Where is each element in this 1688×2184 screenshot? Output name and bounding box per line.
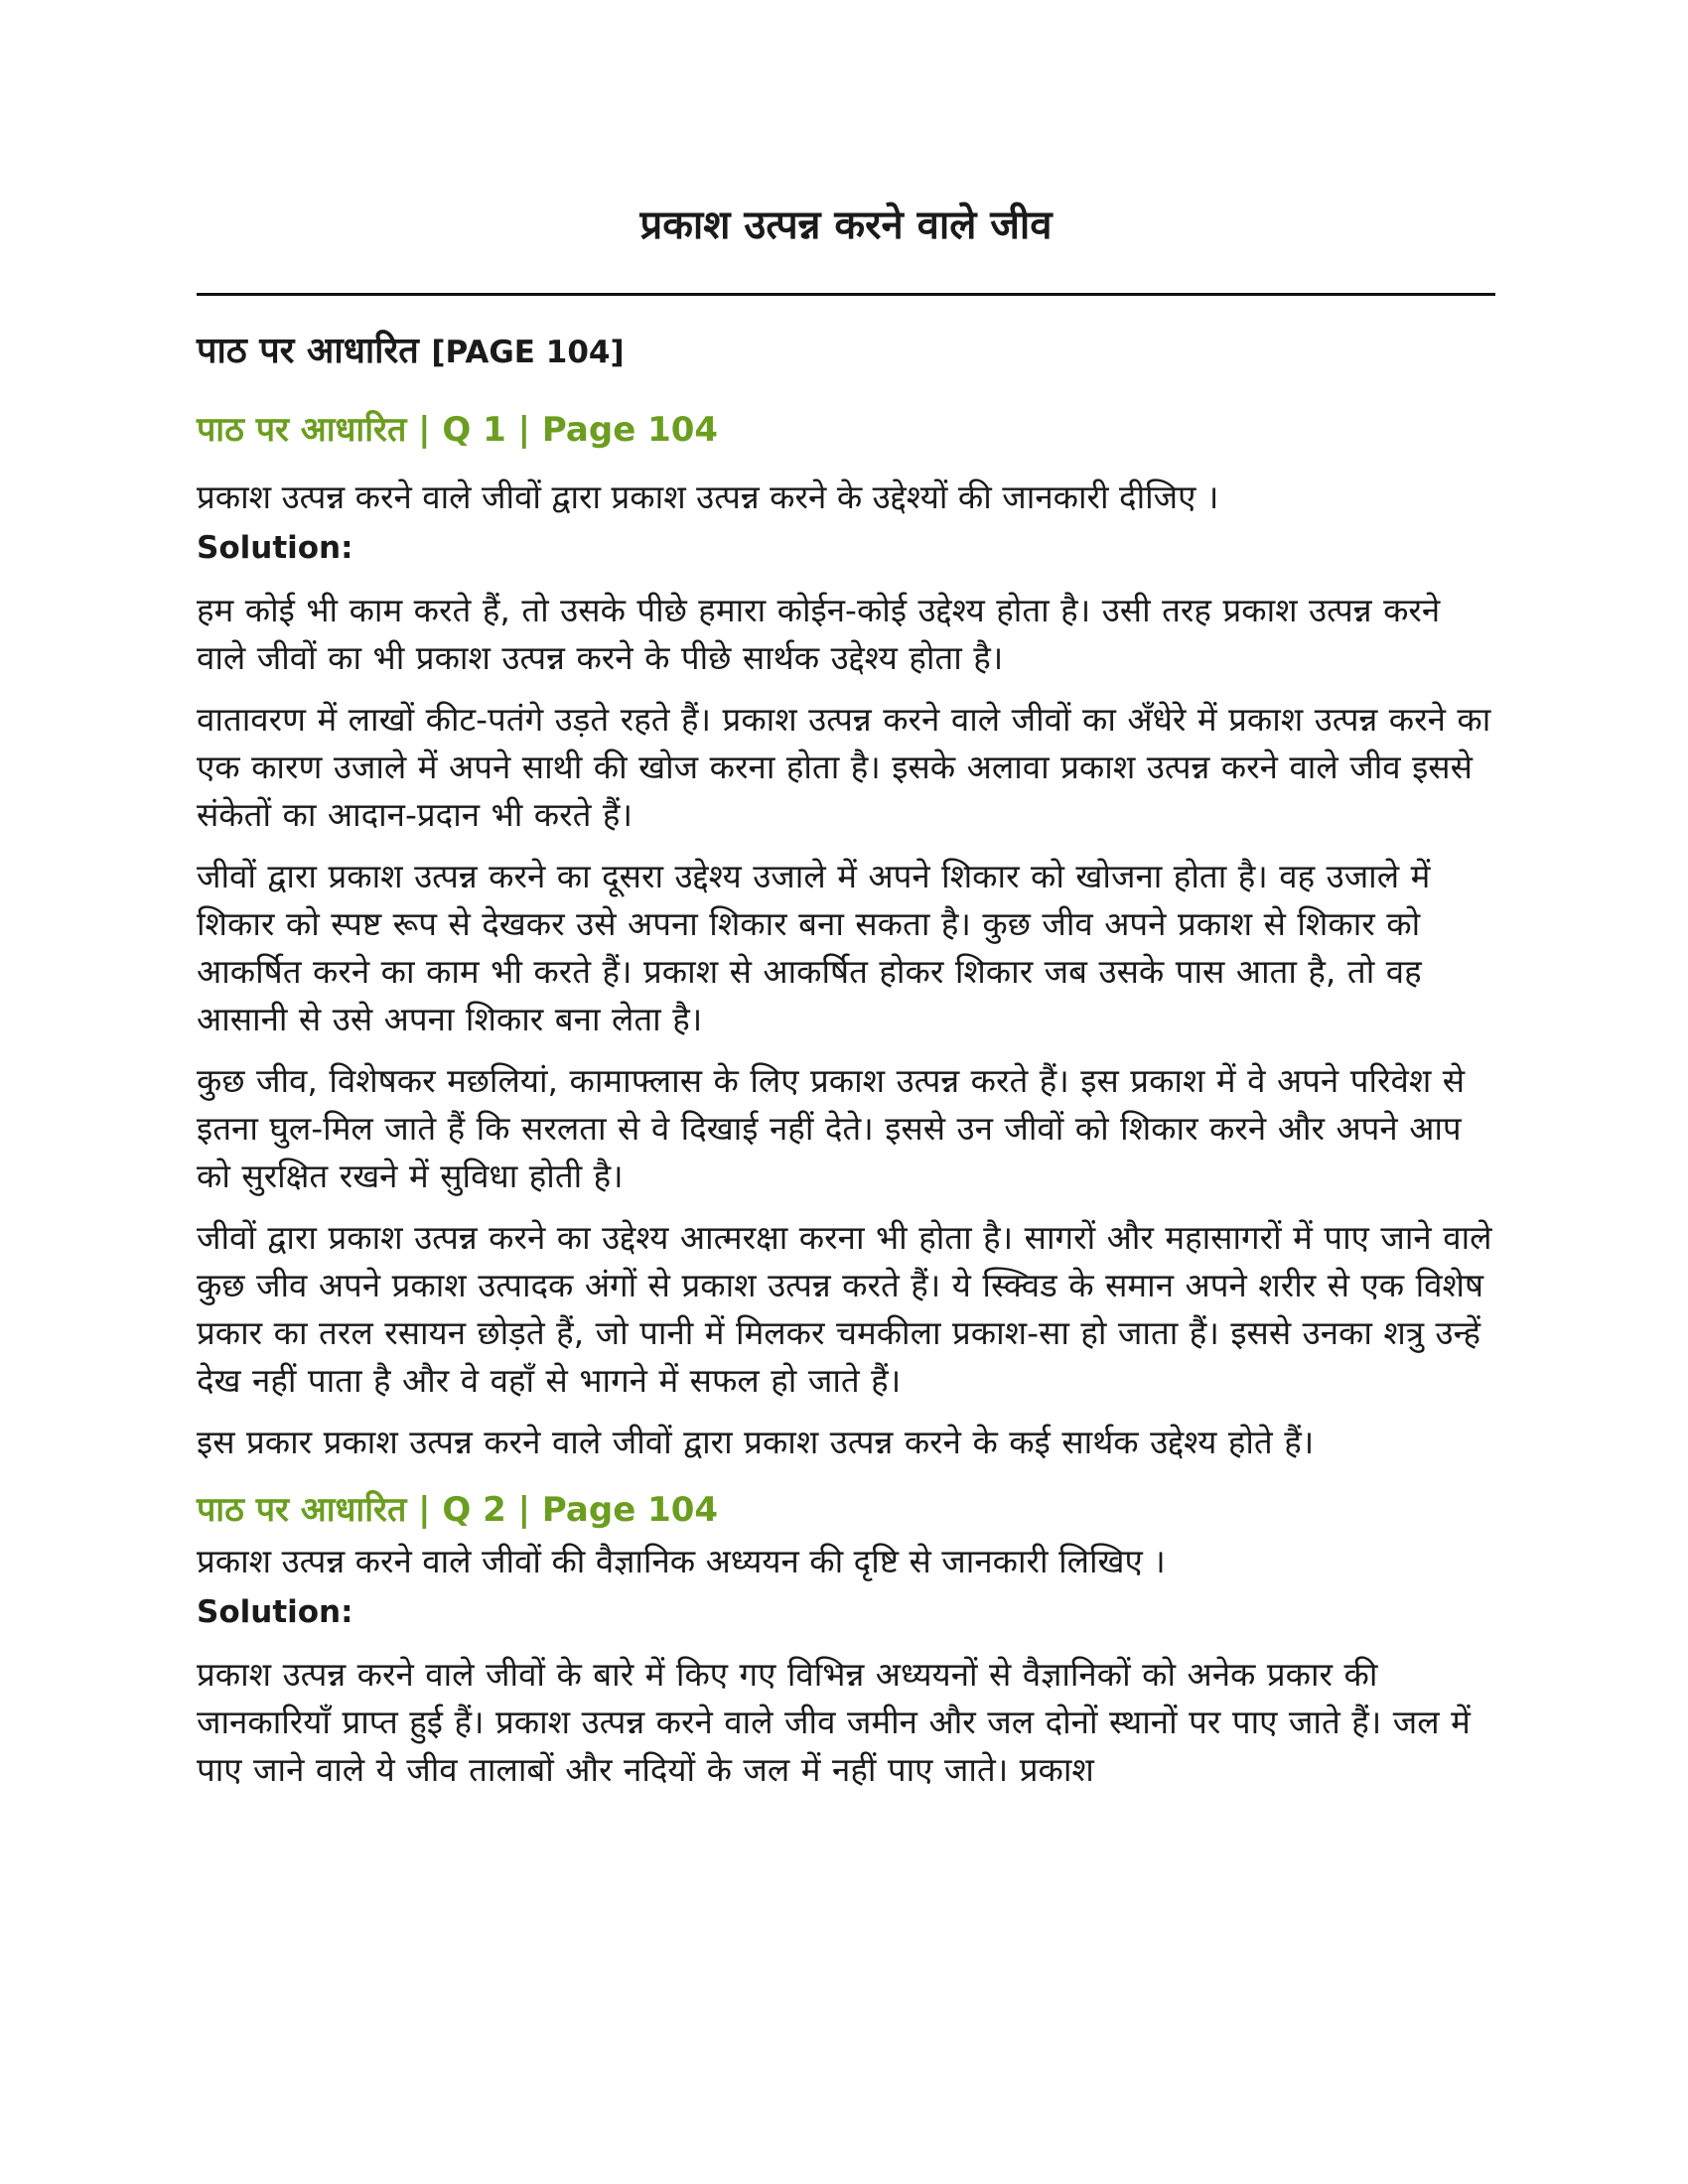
solution-label: Solution:	[197, 1594, 353, 1630]
section-heading-text: पाठ पर आधारित	[197, 331, 419, 371]
solution-paragraph: जीवों द्वारा प्रकाश उत्पन्न करने का उद्देश्य आत्मरक्षा करना भी होता है। सागरों और महासागरों में पाए जाने वाले कुछ जीव अपने प्रकाश उत्पादक अंगों से प्रकाश उत्पन्न करते हैं। ये स्क्विड के समान अपने शरीर से एक विशेष प्रकार का तरल रसायन छोड़ते हैं, जो पानी में मिलकर चमकीला प्रकाश-सा हो जाता हैं। इससे उनका शत्रु उन्हें देख नहीं पाता है और वे वहाँ से भागने में सफल हो जाते हैं।	[197, 1218, 1492, 1400]
section-page-tag: [PAGE 104]	[431, 335, 625, 370]
section-heading	[197, 322, 1495, 382]
document-page	[197, 194, 1495, 1794]
solution-paragraph: प्रकाश उत्पन्न करने वाले जीवों के बारे में किए गए विभिन्न अध्ययनों से वैज्ञानिकों को अनेक प्रकार की जानकारियाँ प्राप्त हुई हैं। प्रकाश उत्पन्न करने वाले जीव जमीन और जल दोनों स्थानों पर पाए जाते हैं। जल में पाए जाने वाले ये जीव तालाबों और नदियों के जल में नहीं पाए जाते। प्रकाश	[197, 1655, 1471, 1789]
question-block-1	[197, 402, 1495, 1466]
title-divider	[197, 293, 1495, 296]
page-title: प्रकाश उत्पन्न करने वाले जीव	[639, 203, 1053, 248]
solution-label: Solution:	[197, 530, 353, 566]
question-block-2	[197, 1482, 1495, 1794]
question-heading: पाठ पर आधारित | Q 1 | Page 104	[197, 410, 719, 450]
solution-paragraph: हम कोई भी काम करते हैं, तो उसके पीछे हमारा कोईन-कोई उद्देश्य होता है। उसी तरह प्रकाश उत्पन्न करने वाले जीवों का भी प्रकाश उत्पन्न करने के पीछे सार्थक उद्देश्य होता है।	[197, 591, 1441, 677]
question-text: प्रकाश उत्पन्न करने वाले जीवों द्वारा प्रकाश उत्पन्न करने के उद्देश्यों की जानकारी दीजिए ।	[197, 478, 1219, 516]
solution-paragraph: कुछ जीव, विशेषकर मछलियां, कामाफ्लास के लिए प्रकाश उत्पन्न करते हैं। इस प्रकाश में वे अपने परिवेश से इतना घुल-मिल जाते हैं कि सरलता से वे दिखाई नहीं देते। इससे उन जीवों को शिकार करने और अपने आप को सुरक्षित रखने में सुविधा होती है।	[197, 1061, 1466, 1195]
solution-paragraph: वातावरण में लाखों कीट-पतंगे उड़ते रहते हैं। प्रकाश उत्पन्न करने वाले जीवों का अँधेरे में प्रकाश उत्पन्न करने का एक कारण उजाले में अपने साथी की खोज करना होता है। इसके अलावा प्रकाश उत्पन्न करने वाले जीव इससे संकेतों का आदान-प्रदान भी करते हैं।	[197, 700, 1491, 834]
solution-paragraph: इस प्रकार प्रकाश उत्पन्न करने वाले जीवों द्वारा प्रकाश उत्पन्न करने के कई सार्थक उद्देश्य होते हैं।	[197, 1423, 1315, 1461]
solution-paragraph: जीवों द्वारा प्रकाश उत्पन्न करने का दूसरा उद्देश्य उजाले में अपने शिकार को खोजना होता है। वह उजाले में शिकार को स्पष्ट रूप से देखकर उसे अपना शिकार बना सकता है। कुछ जीव अपने प्रकाश से शिकार को आकर्षित करने का काम भी करते हैं। प्रकाश से आकर्षित होकर शिकार जब उसके पास आता है, तो वह आसानी से उसे अपना शिकार बना लेता है।	[197, 857, 1431, 1038]
question-heading: पाठ पर आधारित | Q 2 | Page 104	[197, 1490, 719, 1530]
question-text: प्रकाश उत्पन्न करने वाले जीवों की वैज्ञानिक अध्ययन की दृष्टि से जानकारी लिखिए ।	[197, 1542, 1166, 1580]
